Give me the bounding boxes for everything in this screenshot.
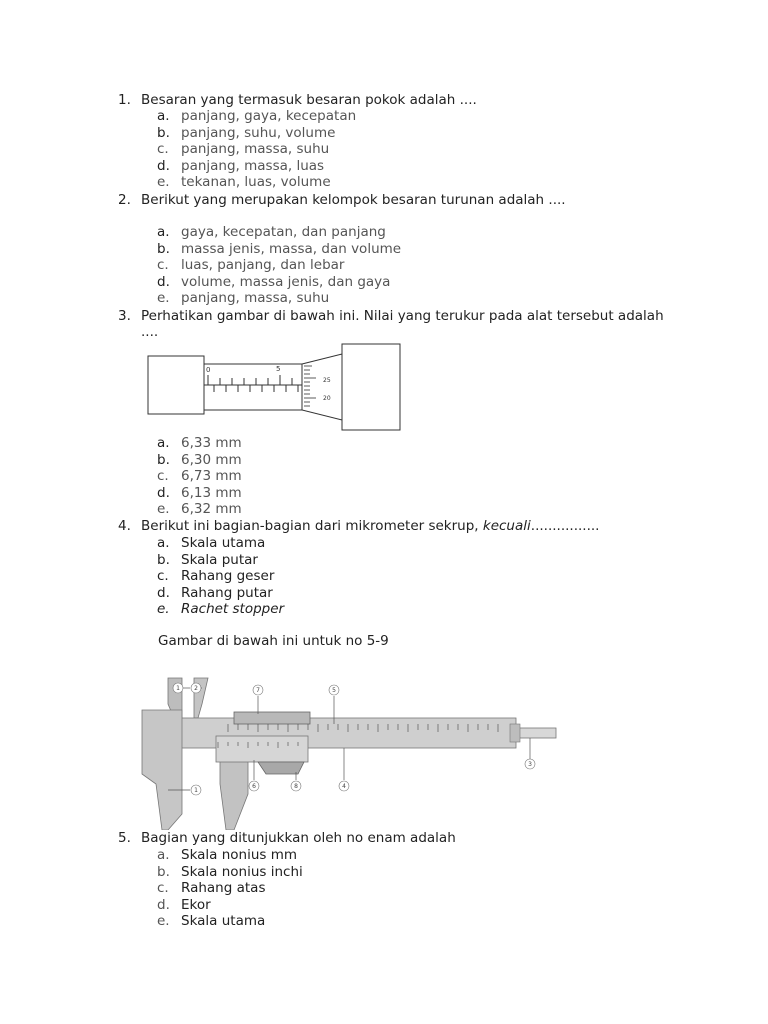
micrometer-thimble-bevel: [302, 354, 342, 420]
option-letter: a.: [157, 108, 170, 124]
option-letter: b.: [157, 551, 170, 568]
option-letter: b.: [157, 863, 170, 880]
micrometer-thimble: [342, 344, 400, 430]
option-letter: c.: [157, 257, 169, 274]
question-text: Besaran yang termasuk besaran pokok adalah ....: [141, 92, 477, 108]
option-e: [157, 290, 401, 307]
option-text: massa jenis, massa, dan volume: [181, 240, 402, 257]
question-number: 5.: [118, 830, 131, 846]
question-number: 2.: [118, 192, 131, 208]
callout-label: 1: [194, 787, 198, 794]
option-a: [157, 435, 242, 452]
option-a: [157, 108, 356, 125]
option-b: [157, 864, 303, 881]
option-letter: e.: [157, 501, 170, 518]
option-letter: c.: [157, 468, 169, 485]
option-a: [157, 535, 284, 552]
option-e: [157, 501, 242, 518]
option-c: [157, 880, 303, 897]
callout-label: 8: [294, 783, 298, 790]
option-letter: a.: [157, 224, 170, 240]
option-letter: e.: [157, 601, 170, 618]
callout-label: 1: [176, 685, 180, 692]
question-text: Berikut yang merupakan kelompok besaran turunan adalah ....: [141, 192, 566, 208]
option-d: [157, 274, 401, 291]
question-1: [118, 92, 477, 109]
locking-screw-housing: [234, 712, 310, 724]
option-text: Rachet stopper: [181, 601, 285, 618]
question-number: 1.: [118, 92, 131, 108]
main-scale-label-5: 5: [276, 365, 281, 373]
caliper-figure: [138, 674, 560, 830]
callout-label: 4: [342, 783, 346, 790]
option-text: 6,33 mm: [181, 435, 242, 451]
option-b: [157, 125, 356, 142]
option-b: [157, 452, 242, 469]
option-b: [157, 241, 401, 258]
figure-note: Gambar di bawah ini untuk no 5-9: [158, 633, 389, 649]
option-a: [157, 224, 401, 241]
option-letter: d.: [157, 157, 170, 174]
question-number: 4.: [118, 518, 131, 534]
micrometer-anvil-block: [148, 356, 204, 414]
thumb-grip: [258, 762, 304, 774]
option-text: Rahang geser: [181, 568, 275, 585]
depth-rod: [516, 728, 556, 738]
option-text: volume, massa jenis, dan gaya: [181, 273, 391, 290]
option-text: panjang, suhu, volume: [181, 124, 336, 141]
main-scale-label-0: 0: [206, 366, 211, 374]
question-text-italic: kecuali: [482, 518, 531, 534]
question-text-tail: ................: [530, 518, 600, 534]
callout-label: 2: [194, 685, 198, 692]
question-text: Berikut ini bagian-bagian dari mikrometer sekrup,: [141, 518, 483, 534]
thimble-label-20: 20: [323, 395, 331, 402]
option-text: Rahang putar: [181, 584, 273, 601]
option-letter: e.: [157, 913, 170, 930]
option-c: [157, 568, 284, 585]
option-letter: d.: [157, 584, 170, 601]
option-text: 6,73 mm: [181, 468, 242, 485]
question-text: Bagian yang ditunjukkan oleh no enam adalah: [141, 830, 456, 846]
option-text: Skala nonius mm: [181, 847, 298, 863]
option-d: [157, 158, 356, 175]
option-letter: a.: [157, 435, 170, 451]
options-q4: [157, 535, 284, 618]
option-letter: e.: [157, 174, 170, 191]
option-letter: b.: [157, 451, 170, 468]
option-letter: e.: [157, 290, 170, 307]
option-letter: d.: [157, 484, 170, 501]
option-text: panjang, gaya, kecepatan: [181, 108, 357, 124]
options-q5: [157, 847, 303, 930]
callout-label: 3: [528, 761, 532, 768]
option-text: Skala putar: [181, 551, 258, 568]
option-text: 6,13 mm: [181, 484, 242, 501]
option-b: [157, 552, 284, 569]
option-a: [157, 847, 303, 864]
question-text: Perhatikan gambar di bawah ini. Nilai yang terukur pada alat tersebut adalah: [141, 308, 664, 324]
option-e: [157, 601, 284, 618]
question-number: 3.: [118, 308, 131, 324]
question-3: [118, 308, 664, 325]
question-2: [118, 192, 566, 209]
option-text: Ekor: [181, 896, 211, 913]
option-c: [157, 257, 401, 274]
option-d: [157, 485, 242, 502]
option-text: panjang, massa, suhu: [181, 290, 330, 307]
option-letter: c.: [157, 568, 169, 585]
option-text: 6,30 mm: [181, 451, 242, 468]
option-text: gaya, kecepatan, dan panjang: [181, 224, 386, 240]
vernier-slider: [216, 736, 308, 762]
option-c: [157, 141, 356, 158]
option-letter: b.: [157, 240, 170, 257]
option-letter: d.: [157, 273, 170, 290]
option-letter: c.: [157, 880, 169, 897]
option-text: 6,32 mm: [181, 501, 242, 518]
options-q3: [157, 435, 242, 518]
option-letter: a.: [157, 535, 170, 551]
options-q2: [157, 224, 401, 307]
option-d: [157, 585, 284, 602]
options-q1: [157, 108, 356, 191]
option-text: luas, panjang, dan lebar: [181, 257, 345, 274]
option-text: Rahang atas: [181, 880, 266, 897]
option-letter: d.: [157, 896, 170, 913]
callout-label: 5: [332, 687, 336, 694]
micrometer-sleeve: [204, 364, 302, 410]
thimble-label-25: 25: [323, 377, 331, 384]
option-text: panjang, massa, luas: [181, 157, 325, 174]
option-text: tekanan, luas, volume: [181, 174, 331, 191]
fixed-jaw-body: [142, 710, 182, 830]
option-d: [157, 897, 303, 914]
question-5: [118, 830, 456, 847]
option-letter: a.: [157, 847, 170, 863]
option-text: Skala utama: [181, 535, 266, 551]
option-text: panjang, massa, suhu: [181, 141, 330, 158]
option-text: Skala utama: [181, 913, 266, 930]
option-text: Skala nonius inchi: [181, 863, 303, 880]
micrometer-figure: [146, 340, 402, 434]
option-letter: c.: [157, 141, 169, 158]
callout-label: 7: [256, 687, 260, 694]
question-4: [118, 518, 599, 535]
option-letter: b.: [157, 124, 170, 141]
beam-end: [510, 724, 520, 742]
option-c: [157, 468, 242, 485]
question-text-continued: ....: [141, 324, 159, 340]
option-e: [157, 174, 356, 191]
callout-label: 6: [252, 783, 256, 790]
option-e: [157, 913, 303, 930]
